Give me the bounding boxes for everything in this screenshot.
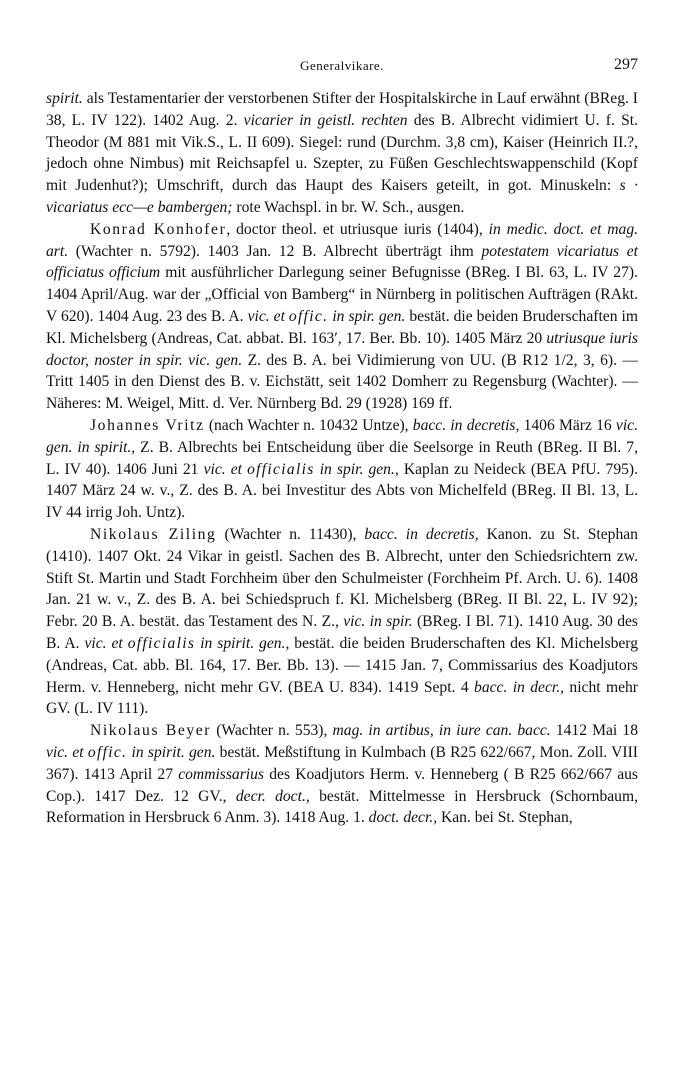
text-run: Kaplan zu Neideck (BEA PfU. 795). 1407 März 24 w. v., Z. des B. A. bei Investitur des Abts von Michelfeld (BReg. II Bl. 13, L. IV 44 irrig Joh. Untz).	[46, 460, 639, 522]
spaced-italic-text: officialis	[247, 460, 315, 478]
italic-text: vicarier in geistl. rechten	[243, 111, 408, 129]
italic-text: bacc. in decr.,	[474, 678, 565, 696]
text-run: (nach Wachter n. 10432 Untze),	[204, 416, 413, 434]
text-run: bestät. die beiden Bruderschaften des Kl. Michelsberg (Andreas, Cat. abb. Bl. 164, 17. Ber. Bb. 13). — 1415 Jan. 7, Commissarius des Koadjutors Herm. v. Henneberg, nicht mehr GV. (BEA U. 834). 1419 Sept. 4	[46, 634, 639, 696]
italic-text: bacc. in decretis,	[364, 525, 479, 543]
italic-text: spirit.	[46, 90, 83, 107]
italic-text: vic. in spir.	[343, 613, 413, 631]
italic-text: in medic. doct. et mag. art.	[46, 220, 639, 260]
text-run: , doctor theol. et utriusque iuris (1404),	[226, 220, 489, 238]
italic-text: vic. et	[203, 460, 248, 478]
paragraph	[46, 219, 638, 415]
paragraph	[46, 415, 638, 524]
italic-text: potestatem vicariatus et officiatus officium	[46, 242, 638, 282]
italic-text: vic. gen. in spirit.,	[46, 416, 638, 456]
document-page	[46, 0, 638, 1071]
text-run: (BReg. I Bl. 71). 1410 Aug. 30 des B. A.	[46, 613, 638, 652]
text-run: 1406 März 16	[519, 416, 616, 434]
page-header	[46, 56, 638, 76]
paragraph	[46, 88, 638, 219]
person-name: Nikolaus Ziling	[90, 525, 217, 543]
running-title: Generalvikare.	[300, 58, 384, 73]
paragraph	[46, 720, 638, 829]
italic-text: in spirit. gen.,	[195, 634, 290, 652]
italic-text: vic. et	[46, 743, 88, 761]
text-run: bestät. die beiden Bruderschaften im Kl. Michelsberg (Andreas, Cat. abbat. Bl. 163′, 17. Ber. Bb. 10). 1405 März 20	[46, 307, 638, 347]
text-run: Kan. bei St. Stephan,	[437, 809, 573, 827]
page-number: 297	[614, 56, 638, 73]
spaced-italic-text: offic.	[288, 307, 329, 325]
italic-text: s · vicariatus ecc—e bambergen;	[46, 177, 638, 216]
text-run: des Koadjutors Herm. v. Henneberg ( B R25 662/667 aus Cop.). 1417 Dez. 12 GV.,	[46, 765, 639, 805]
paragraph	[46, 524, 638, 720]
italic-text: mag. in artibus, in iure can. bacc.	[332, 722, 551, 740]
text-run: 1412 Mai 18	[550, 722, 638, 740]
text-run: des B. Albrecht vidimiert U. f. St. Theodor (M 881 mit Vik.S., L. II 609). Siegel: rund (Durchm. 3,8 cm), Kaiser (Heinrich II.?, jedoch ohne Nimbus) mit Reichsapfel u. Szepter, zu Füßen Geschlechtswappenschild (Kopf mit Judenhut?); Umschrift, durch das Haupt des Kaisers geteilt, in got. Minuskeln:	[46, 111, 638, 195]
text-run: (Wachter n. 5792). 1403 Jan. 12 B. Albrecht überträgt ihm	[68, 242, 482, 260]
italic-text: commissarius	[178, 765, 264, 783]
spaced-italic-text: offic.	[87, 743, 128, 761]
italic-text: doct. decr.,	[368, 809, 438, 827]
text-run: bestät. Meßstiftung in Kulmbach (B R25 622/667, Mon. Zoll. VIII 367). 1413 April 27	[46, 743, 638, 783]
italic-text: in spir. gen.	[328, 307, 406, 325]
text-run: Kanon. zu St. Stephan (1410). 1407 Okt. 24 Vikar in geistl. Sachen des B. Albrecht, unter den Schiedsrichtern zw. Stift St. Martin und Stadt Forchheim über den Schulmeister (Forchheim Pf. Arch. U. 6). 1408 Jan. 21 w. v., Z. des B. A. bei Schiedspruch f. Kl. Michelsberg (BReg. II Bl. 22, L. IV 92); Febr. 20 B. A. bestät. das Testament des N. Z.,	[46, 525, 638, 631]
text-run: rote Wachspl. in br. W. Sch., ausgen.	[232, 198, 465, 216]
spaced-italic-text: officialis	[127, 634, 196, 652]
person-name: Nikolaus Beyer	[90, 722, 212, 740]
text-run: (Wachter n. 11430),	[216, 525, 365, 543]
body-text	[46, 88, 638, 829]
italic-text: utriusque iuris doctor, noster in spir. vic. gen.	[46, 329, 638, 369]
text-run: bestät. Mittelmesse in Hersbruck (Schornbaum, Reformation in Hersbruck 6 Anm. 3). 1418 Aug. 1.	[46, 787, 639, 827]
person-name: Konrad Konhofer	[90, 220, 227, 238]
text-run: Z. des B. A. bei Vidimierung von UU. (B R12 1/2, 3, 6). — Tritt 1405 in den Dienst des B. v. Eichstätt, seit 1402 Domherr zu Regensburg (Wachter). — Näheres: M. Weigel, Mitt. d. Ver. Nürnberg Bd. 29 (1928) 169 ff.	[46, 351, 638, 413]
italic-text: in spirit. gen.	[127, 743, 216, 761]
italic-text: bacc. in decretis,	[412, 416, 520, 434]
italic-text: vic. et	[84, 634, 128, 652]
text-run: Z. B. Albrechts bei Entscheidung über die Seelsorge in Reuth (BReg. II Bl. 7, L. IV 40). 1406 Juni 21	[46, 438, 638, 478]
italic-text: decr. doct.,	[235, 787, 310, 805]
text-run: nicht mehr GV. (L. IV 111).	[46, 678, 638, 718]
text-run: als Testamentarier der verstorbenen Stifter der Hospitalskirche in Lauf erwähnt (BReg. I 38, L. IV 122). 1402 Aug. 2.	[46, 90, 638, 129]
italic-text: vic. et	[247, 307, 289, 325]
italic-text: in spir. gen.,	[314, 460, 399, 478]
text-run: (Wachter n. 553),	[211, 722, 333, 740]
person-name: Johannes Vritz	[90, 416, 205, 434]
text-run: mit ausführlicher Darlegung seiner Befugnisse (BReg. I Bl. 63, L. IV 27). 1404 April/Aug. war der „Official von Bamberg“ in Nürnberg in politischen Aufträgen (RAkt. V 620). 1404 Aug. 23 des B. A.	[46, 264, 638, 325]
